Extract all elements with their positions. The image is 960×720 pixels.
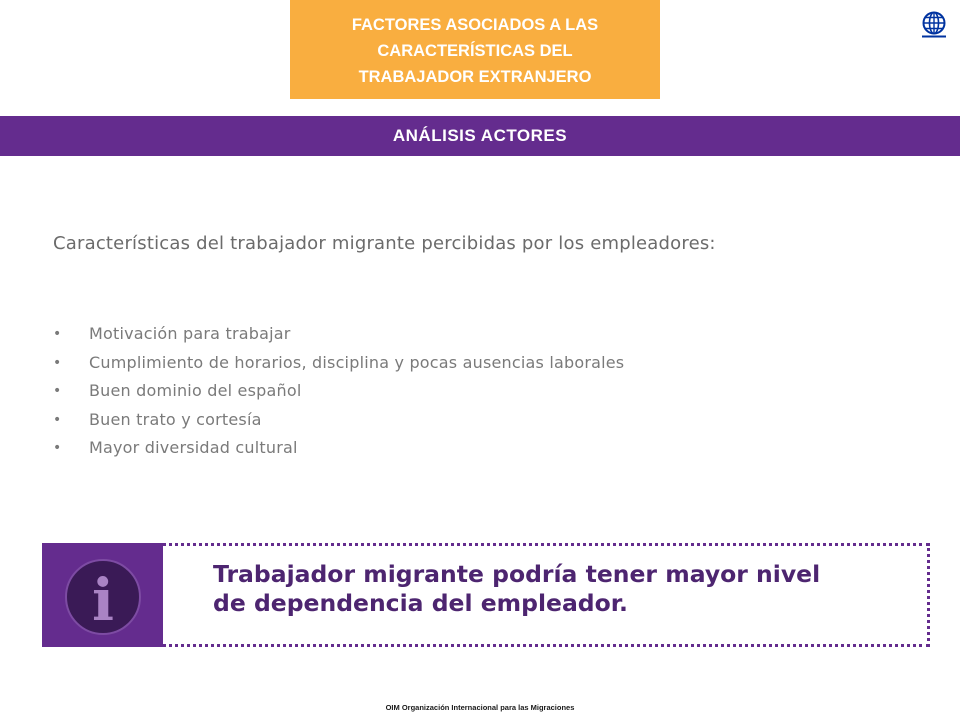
title-line-1: FACTORES ASOCIADOS A LAS bbox=[351, 15, 599, 34]
info-text bbox=[213, 560, 873, 618]
bullet-dot: • bbox=[53, 440, 62, 456]
bullet-list bbox=[53, 320, 624, 463]
list-item-text: Buen trato y cortesía bbox=[89, 409, 262, 429]
oim-globe-icon bbox=[920, 10, 948, 38]
info-icon-panel bbox=[42, 543, 163, 647]
bullet-dot: • bbox=[53, 411, 62, 428]
info-glyph: i bbox=[91, 566, 115, 634]
list-item bbox=[53, 406, 624, 435]
intro-text: Características del trabajador migrante percibidas por los empleadores: bbox=[53, 233, 716, 254]
list-item-text: Buen dominio del español bbox=[89, 381, 302, 400]
list-item bbox=[53, 349, 624, 378]
info-line-1: Trabajador migrante podría tener mayor nivel bbox=[213, 560, 821, 588]
info-icon bbox=[64, 558, 142, 636]
list-item-text: Motivación para trabajar bbox=[89, 324, 291, 343]
title-line-2: CARACTERÍSTICAS DEL bbox=[377, 41, 573, 60]
footer-text: OIM Organización Internacional para las Migraciones bbox=[385, 703, 575, 712]
info-callout bbox=[42, 543, 930, 647]
list-item bbox=[53, 320, 624, 349]
list-item-text: Cumplimiento de horarios, disciplina y pocas ausencias laborales bbox=[89, 352, 625, 372]
title-box bbox=[290, 0, 660, 99]
title-line-3: TRABAJADOR EXTRANJERO bbox=[358, 67, 592, 86]
list-item-text: Mayor diversidad cultural bbox=[89, 438, 298, 457]
list-item bbox=[53, 377, 624, 406]
list-item bbox=[53, 434, 624, 463]
info-line-2: de dependencia del empleador. bbox=[213, 589, 628, 617]
bullet-dot: • bbox=[53, 354, 62, 371]
section-band: ANÁLISIS ACTORES bbox=[0, 116, 960, 156]
bullet-dot: • bbox=[53, 326, 62, 342]
bullet-dot: • bbox=[53, 383, 62, 399]
